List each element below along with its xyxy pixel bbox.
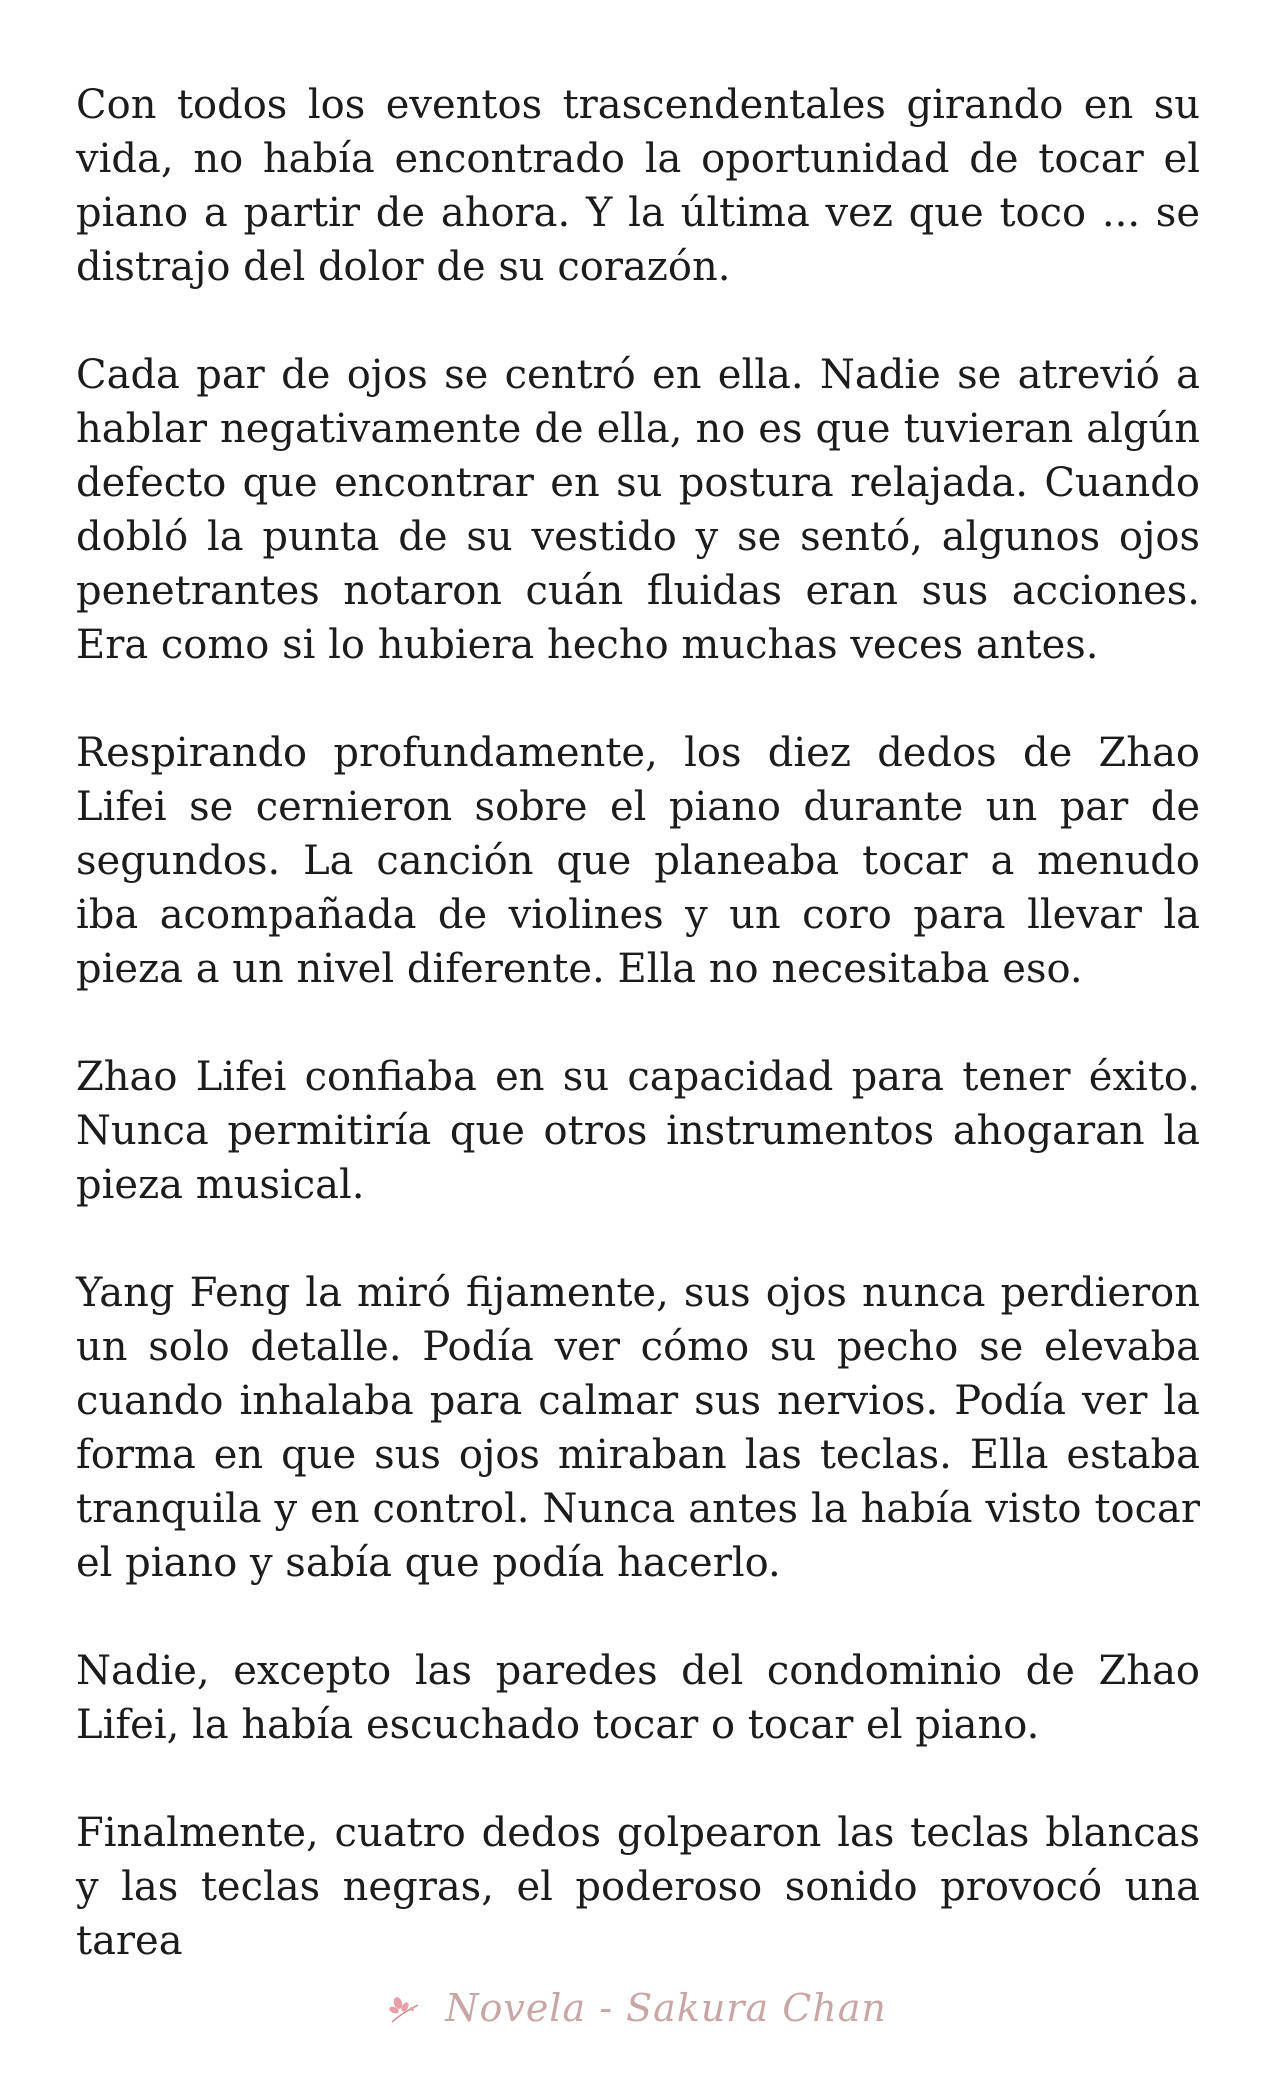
watermark-footer [0,1986,1275,2034]
sakura-flower-icon [388,1990,422,2034]
paragraph-4: Zhao Lifei confiaba en su capacidad para tener éxito. Nunca permitiría que otros instrumentos ahogaran la pieza musical. [76,1054,1200,1208]
paragraph-1: Con todos los eventos trascendentales girando en su vida, no había encontrado la oportunidad de tocar el piano a partir de ahora. Y la última vez que toco ... se distrajo del dolor de su corazón. [76,82,1200,290]
watermark-text: Novela - Sakura Chan [445,1986,887,2030]
paragraph-6: Nadie, excepto las paredes del condominio de Zhao Lifei, la había escuchado tocar o tocar el piano. [76,1648,1200,1748]
paragraph-3: Respirando profundamente, los diez dedos de Zhao Lifei se cernieron sobre el piano durante un par de segundos. La canción que planeaba tocar a menudo iba acompañada de violines y un coro para llevar la pieza a un nivel diferente. Ella no necesitaba eso. [76,730,1200,992]
document-body [76,78,1200,1968]
paragraph-7: Finalmente, cuatro dedos golpearon las teclas blancas y las teclas negras, el poderoso sonido provocó una tarea [76,1810,1200,1964]
paragraph-2: Cada par de ojos se centró en ella. Nadie se atrevió a hablar negativamente de ella, no es que tuvieran algún defecto que encontrar en su postura relajada. Cuando dobló la punta de su vestido y se sentó, algunos ojos penetrantes notaron cuán fluidas eran sus acciones. Era como si lo hubiera hecho muchas veces antes. [76,352,1200,668]
paragraph-5: Yang Feng la miró fijamente, sus ojos nunca perdieron un solo detalle. Podía ver cómo su pecho se elevaba cuando inhalaba para calmar sus nervios. Podía ver la forma en que sus ojos miraban las teclas. Ella estaba tranquila y en control. Nunca antes la había visto tocar el piano y sabía que podía hacerlo. [76,1270,1200,1586]
